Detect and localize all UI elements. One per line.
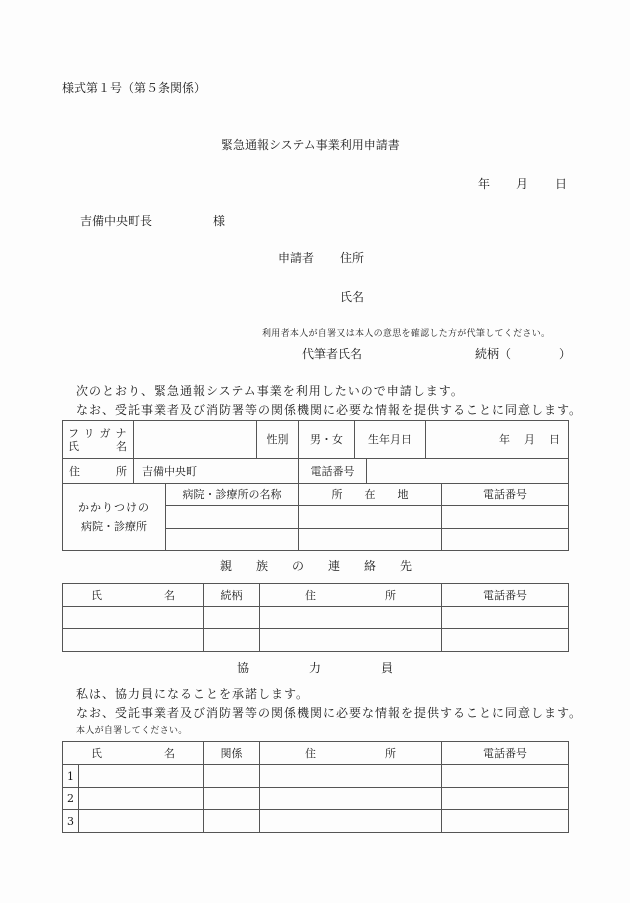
date-day-label: 日	[555, 177, 568, 191]
name-label-1: 氏	[68, 439, 79, 453]
intro-line-1: 次のとおり、緊急通報システム事業を利用したいので申請します。	[76, 384, 464, 398]
birthdate-input-cell[interactable]	[426, 421, 569, 459]
clinic-label-line-1: かかりつけの	[78, 501, 150, 514]
applicant-name-label: 氏名	[340, 290, 365, 304]
date-month-label: 月	[516, 177, 529, 191]
name-input-cell[interactable]	[134, 421, 257, 459]
cooperator-phone-cell[interactable]	[442, 788, 569, 810]
cooperator-relationship-cell[interactable]	[204, 810, 260, 833]
cooperator-relationship-cell[interactable]	[204, 788, 260, 810]
relatives-table	[62, 583, 569, 652]
user-info-table	[62, 420, 569, 484]
clinic-header-name: 病院・診療所の名称	[166, 484, 299, 506]
cooperators-header-row	[63, 742, 569, 765]
clinic-label-line-2: 病院・診療所	[81, 520, 147, 533]
intro-line-2: なお、受託事業者及び消防署等の関係機関に必要な情報を提供することに同意します。	[76, 403, 583, 417]
relative-address-cell[interactable]	[260, 629, 442, 652]
relatives-heading: 親 族 の 連 絡 先	[220, 559, 413, 573]
date-year-label: 年	[478, 177, 491, 191]
relative-phone-cell[interactable]	[442, 629, 569, 652]
address-value[interactable]: 吉備中央町	[134, 459, 299, 484]
relationship-close: ）	[559, 347, 572, 361]
cooperators-header-name	[63, 742, 204, 765]
relatives-header-address-1: 住	[305, 588, 316, 602]
clinic-header-row	[63, 484, 569, 506]
phone-label: 電話番号	[299, 459, 367, 484]
cooperators-line-1: 私は、協力員になることを承諾します。	[76, 687, 310, 701]
cooperators-header-address	[260, 742, 442, 765]
relative-name-cell[interactable]	[63, 629, 204, 652]
relative-address-cell[interactable]	[260, 607, 442, 629]
relatives-header-name-1: 氏	[91, 588, 102, 602]
clinic-header-location: 所 在 地	[299, 484, 442, 506]
relatives-row	[63, 629, 569, 652]
address-label-1: 住	[69, 464, 80, 478]
cooperator-phone-cell[interactable]	[442, 810, 569, 833]
cooperator-row	[63, 765, 569, 788]
birthdate-day: 日	[549, 433, 560, 446]
clinic-name-cell[interactable]	[166, 506, 299, 529]
relatives-header-phone: 電話番号	[442, 584, 569, 607]
proxy-name-label: 代筆者氏名	[302, 347, 363, 361]
cooperators-header-address-2: 所	[385, 746, 396, 760]
clinic-location-cell[interactable]	[299, 506, 442, 529]
gender-options[interactable]: 男・女	[299, 421, 355, 459]
cooperators-line-2: なお、受託事業者及び消防署等の関係機関に必要な情報を提供することに同意します。	[76, 706, 583, 720]
relatives-header-row	[63, 584, 569, 607]
relatives-header-relationship: 続柄	[204, 584, 260, 607]
cooperators-header-phone: 電話番号	[442, 742, 569, 765]
cooperator-name-cell[interactable]	[79, 810, 204, 833]
birthdate-month: 月	[524, 433, 535, 446]
cooperator-address-cell[interactable]	[260, 765, 442, 788]
clinic-phone-cell[interactable]	[442, 529, 569, 551]
clinic-header-phone: 電話番号	[442, 484, 569, 506]
birthdate-label: 生年月日	[355, 421, 426, 459]
cooperator-row-number: 2	[63, 788, 79, 810]
cooperators-header-name-1: 氏	[91, 746, 102, 760]
cooperators-header-address-1: 住	[305, 746, 316, 760]
document-title: 緊急通報システム事業利用申請書	[221, 138, 400, 152]
cooperator-row	[63, 810, 569, 833]
cooperators-header-relationship: 関係	[204, 742, 260, 765]
relatives-header-address-2: 所	[385, 588, 396, 602]
cooperator-phone-cell[interactable]	[442, 765, 569, 788]
birthdate-year: 年	[499, 433, 510, 446]
relatives-header-name	[63, 584, 204, 607]
relative-name-cell[interactable]	[63, 607, 204, 629]
cooperator-row-number: 1	[63, 765, 79, 788]
addressee-name: 吉備中央町長	[80, 214, 153, 228]
relative-phone-cell[interactable]	[442, 607, 569, 629]
cooperators-table	[62, 741, 569, 833]
cooperators-header-name-2: 名	[164, 746, 175, 760]
relative-relationship-cell[interactable]	[204, 607, 260, 629]
cooperator-row-number: 3	[63, 810, 79, 833]
address-label-2: 所	[116, 464, 127, 478]
signature-note: 利用者本人が自署又は本人の意思を確認した方が代筆してください。	[262, 329, 551, 339]
applicant-label: 申請者	[278, 251, 315, 265]
relatives-header-address	[260, 584, 442, 607]
address-label-cell	[63, 459, 134, 484]
cooperator-name-cell[interactable]	[79, 788, 204, 810]
clinic-phone-cell[interactable]	[442, 506, 569, 529]
cooperators-note: 本人が自署してください。	[76, 726, 188, 736]
furigana-label: フリガナ	[68, 426, 132, 440]
address-row	[63, 459, 569, 484]
relatives-header-name-2: 名	[164, 588, 175, 602]
applicant-address-label: 住所	[340, 251, 365, 265]
clinic-label-cell	[63, 484, 166, 551]
relationship-label: 続柄（	[475, 347, 512, 361]
cooperator-address-cell[interactable]	[260, 788, 442, 810]
cooperator-relationship-cell[interactable]	[204, 765, 260, 788]
gender-label: 性別	[257, 421, 299, 459]
clinic-name-cell[interactable]	[166, 529, 299, 551]
cooperator-name-cell[interactable]	[79, 765, 204, 788]
name-label-2: 名	[116, 439, 127, 453]
phone-input-cell[interactable]	[367, 459, 569, 484]
relatives-row	[63, 607, 569, 629]
form-number: 様式第１号（第５条関係）	[62, 81, 207, 95]
clinic-table	[62, 483, 569, 551]
relative-relationship-cell[interactable]	[204, 629, 260, 652]
name-row	[63, 421, 569, 459]
cooperators-heading: 協 力 員	[237, 661, 394, 675]
cooperator-row	[63, 788, 569, 810]
furigana-name-label-cell	[63, 421, 134, 459]
clinic-location-cell[interactable]	[299, 529, 442, 551]
cooperator-address-cell[interactable]	[260, 810, 442, 833]
addressee-honorific: 様	[213, 214, 226, 228]
